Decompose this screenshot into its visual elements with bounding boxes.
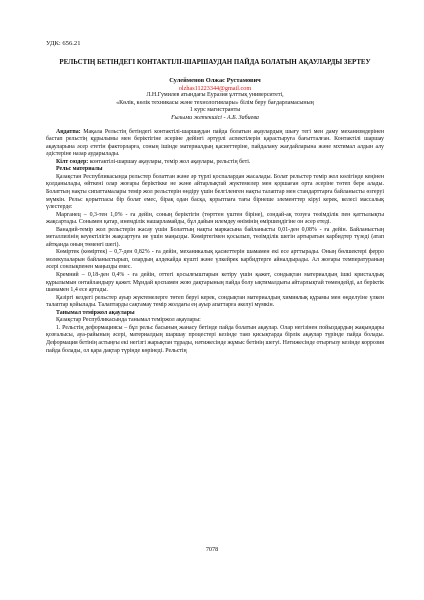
paragraph: 1. Рельстің деформациясы – бұл рельс басының жанасу бетінде пайда болатын ақаулар. Олар негізінен пойыздардың жақындары қозғалысы, ауа-райының әсері, материалдың шаршау процестері кезінде таяз қисықтарда бірлік ақаулар түрінде пайда болады. Деформация бетінің астыңғы екі негізгі жарықтан тұрады, нәтижесінде жұмыс бетінің шегуі. Нәтижесінде отырғызу кезінде коррозия пайда болады, ол қара дақтар түрінде көрінеді. Рельстің [46,324,384,354]
author-supervisor: Ғылыми жетекшісі - А.Б. Забиева [171,114,259,121]
keywords [46,159,384,167]
author-name: Сулейменов Олжас Рустамович [169,76,261,84]
paragraph: Ванадий-темір жол рельстерін жасау үшін Болаттың нақты маркасына байланысты 0,01-ден 0,08% - ға дейін. Байланыстың металлизінің кеуектілігін жақсартуға ие үшін маңызды. Көміртегімен қосылып, төзімділік шегін артыратын карбидтер түзеді (атап айтқанда оның төменгі шегі). [46,226,384,248]
article-title: РЕЛЬСТІҢ БЕТІНДЕГІ КОНТАКТІЛІ-ШАРШАУДАН ПАЙДА БОЛАТЫН АҚАУЛАРДЫ ЗЕРТЕУ [59,59,371,66]
section-heading-railway-defects: Танымал теміржол ақаулары [56,309,135,316]
paragraph: Кремний – 0,18-ден 0,4% - ға дейін, оттегі қосылғыштарын кетіру үшін қажет, сондықтан материалдың ішкі кристалдық құрылымын онтайландыру қажет. Мұндай қоспамен жою дақтарының пайда болу ықтималдығы айтарлықтай төмендейді, ал беріктік шамамен 1,4 есе артады. [46,272,384,294]
section-heading-rail-material: Рельс материалы [56,166,103,173]
author-course: 1 курс магистранты [189,107,241,114]
paragraph: Марганец – 0,3-тен 1,0% - ға дейін, соның беріктігін (төрттен үштен біріне), сондай-ақ тозуға төзімділік пен қаттылықты жақсартады. Сонымен қатар, инемділік нашарламайды, бұл дайын илемдеу өнімінің өміршеңдігіне он әсер етеді. [46,211,384,226]
udk-code: УДК: 656.21 [46,40,81,47]
keywords-label: Кілт сөздер: [56,158,89,165]
paragraph: Қазақстан Республикасында рельстер болаттан және әр түрлі қоспалардан жасалады. Болат рельстер темір жол көлігінде кеңінен қолданылады, өйткені олар жоғары беріктікке не және айтарлықтай жүктемелер мен қоршаған орта әсеріне төтеп бере алады. Болаттың нақты сипаттамалары темір жол рельстерін өндіру үшін белгіленген нақты талаптар мен стандарттарға байланысты өзгеруі мүмкін. Рельс қорытпасы бір болат емес, бірақ одан басқа, қорытпаға тағы бірнеше элементтер кіруі керек, келесі массалық үлестерде: [46,173,384,211]
paragraph: Көміртек (көміртек) – 0,7-ден 0,82% - ға дейін, механикалық қасиеттерін шамамен екі есе арттырады. Оның бөлшектері ферро молекулаларын байланыстырып, олардың алдекайда күшті және үлкейрек карбидтерге айналдырады. Ал жоғары температураның әсері сонлықпенен маңызды емес. [46,249,384,271]
abstract [46,129,384,159]
abstract-text: Мақала Рельстің бетіндегі контактілі-шаршаудан пайда болатын ақаулардың шығу тегі мен даму механизмдерінен бастап рельстің құрылымы мен беріктігіне әсеріне дейінгі әртүрлі аспектілерін қарастыруға бағытталған. Контактілі шаршау ақауларына әсер ететін факторларға, соның ішінде материалдың қасиеттеріне, пайдалану жағдайларына және мхтимал алдын алу әдістеріне назар аударылады. [46,128,384,158]
page-number: 7078 [205,546,219,553]
author-faculty: «Көлік, көлік техникасы және технологиялары» білім беру бағдарламасының [116,99,314,106]
paragraph: Қазіргі кездегі рельстер ауыр жүктемелерге төтеп беруі керек, сондықтан материалдың химиялық құрамы мен өңделуіне үлкен талаптар қойылады. Талаптарды сақтамау темір жолдағы ең ауыр апаттарға әкелуі мүмкін. [46,294,384,309]
abstract-label: Аңдатпа: [56,128,81,135]
author-university: Л.Н.Гумилев атындағы Еуразия ұлттық университеті, [146,92,284,99]
paragraph: Қазақстар Республикасында танымал теміржол ақаулары: [56,317,201,324]
author-email[interactable]: olzhas11223344@gmail.com [178,84,252,92]
keywords-text: контактілі-шаршау ақаулары, темір жол ақаулары, рельстің беті. [88,158,251,165]
